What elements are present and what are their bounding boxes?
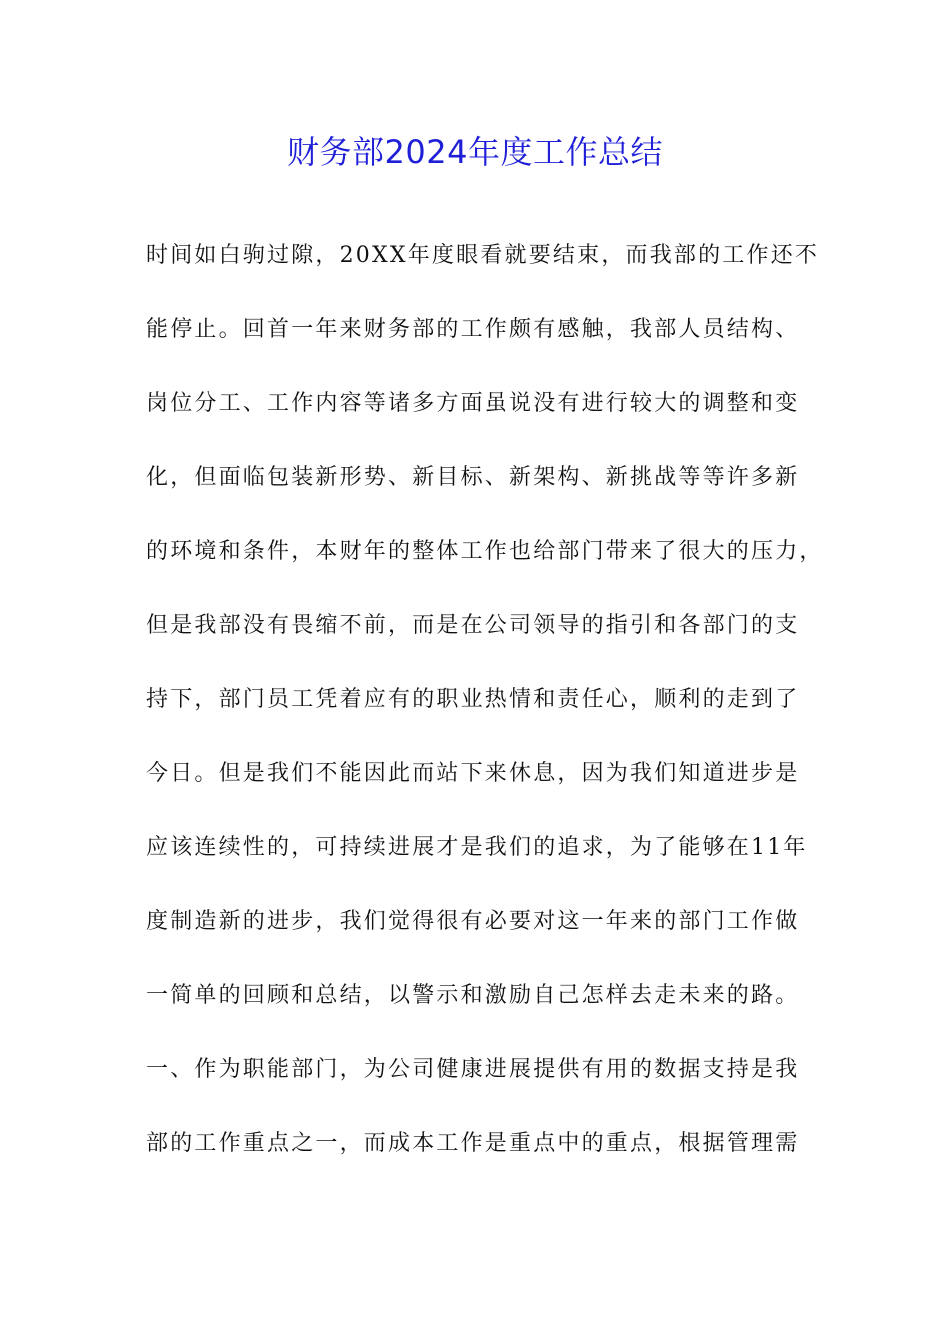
body-line: 一、作为职能部门，为公司健康进展提供有用的数据支持是我: [146, 1057, 800, 1082]
body-line: 今日。但是我们不能因此而站下来休息，因为我们知道进步是: [146, 761, 800, 786]
body-line: 时间如白驹过隙，20XX年度眼看就要结束，而我部的工作还不: [146, 243, 820, 268]
body-line: 能停止。回首一年来财务部的工作颇有感触，我部人员结构、: [146, 317, 800, 342]
body-line: 一简单的回顾和总结，以警示和激励自己怎样去走未来的路。: [146, 983, 800, 1008]
body-line: 应该连续性的，可持续进展才是我们的追求，为了能够在11年: [146, 835, 808, 860]
body-line: 但是我部没有畏缩不前，而是在公司领导的指引和各部门的支: [146, 613, 800, 638]
body-line: 的环境和条件，本财年的整体工作也给部门带来了很大的压力，: [146, 539, 824, 564]
body-line: 持下，部门员工凭着应有的职业热情和责任心，顺利的走到了: [146, 687, 800, 712]
body-line: 度制造新的进步，我们觉得很有必要对这一年来的部门工作做: [146, 909, 800, 934]
body-line: 部的工作重点之一，而成本工作是重点中的重点，根据管理需: [146, 1131, 800, 1156]
body-line: 岗位分工、工作内容等诸多方面虽说没有进行较大的调整和变: [146, 391, 800, 416]
document-title: 财务部2024年度工作总结: [287, 133, 663, 171]
document-body: [146, 236, 824, 1198]
body-line: 化，但面临包装新形势、新目标、新架构、新挑战等等许多新: [146, 465, 800, 490]
